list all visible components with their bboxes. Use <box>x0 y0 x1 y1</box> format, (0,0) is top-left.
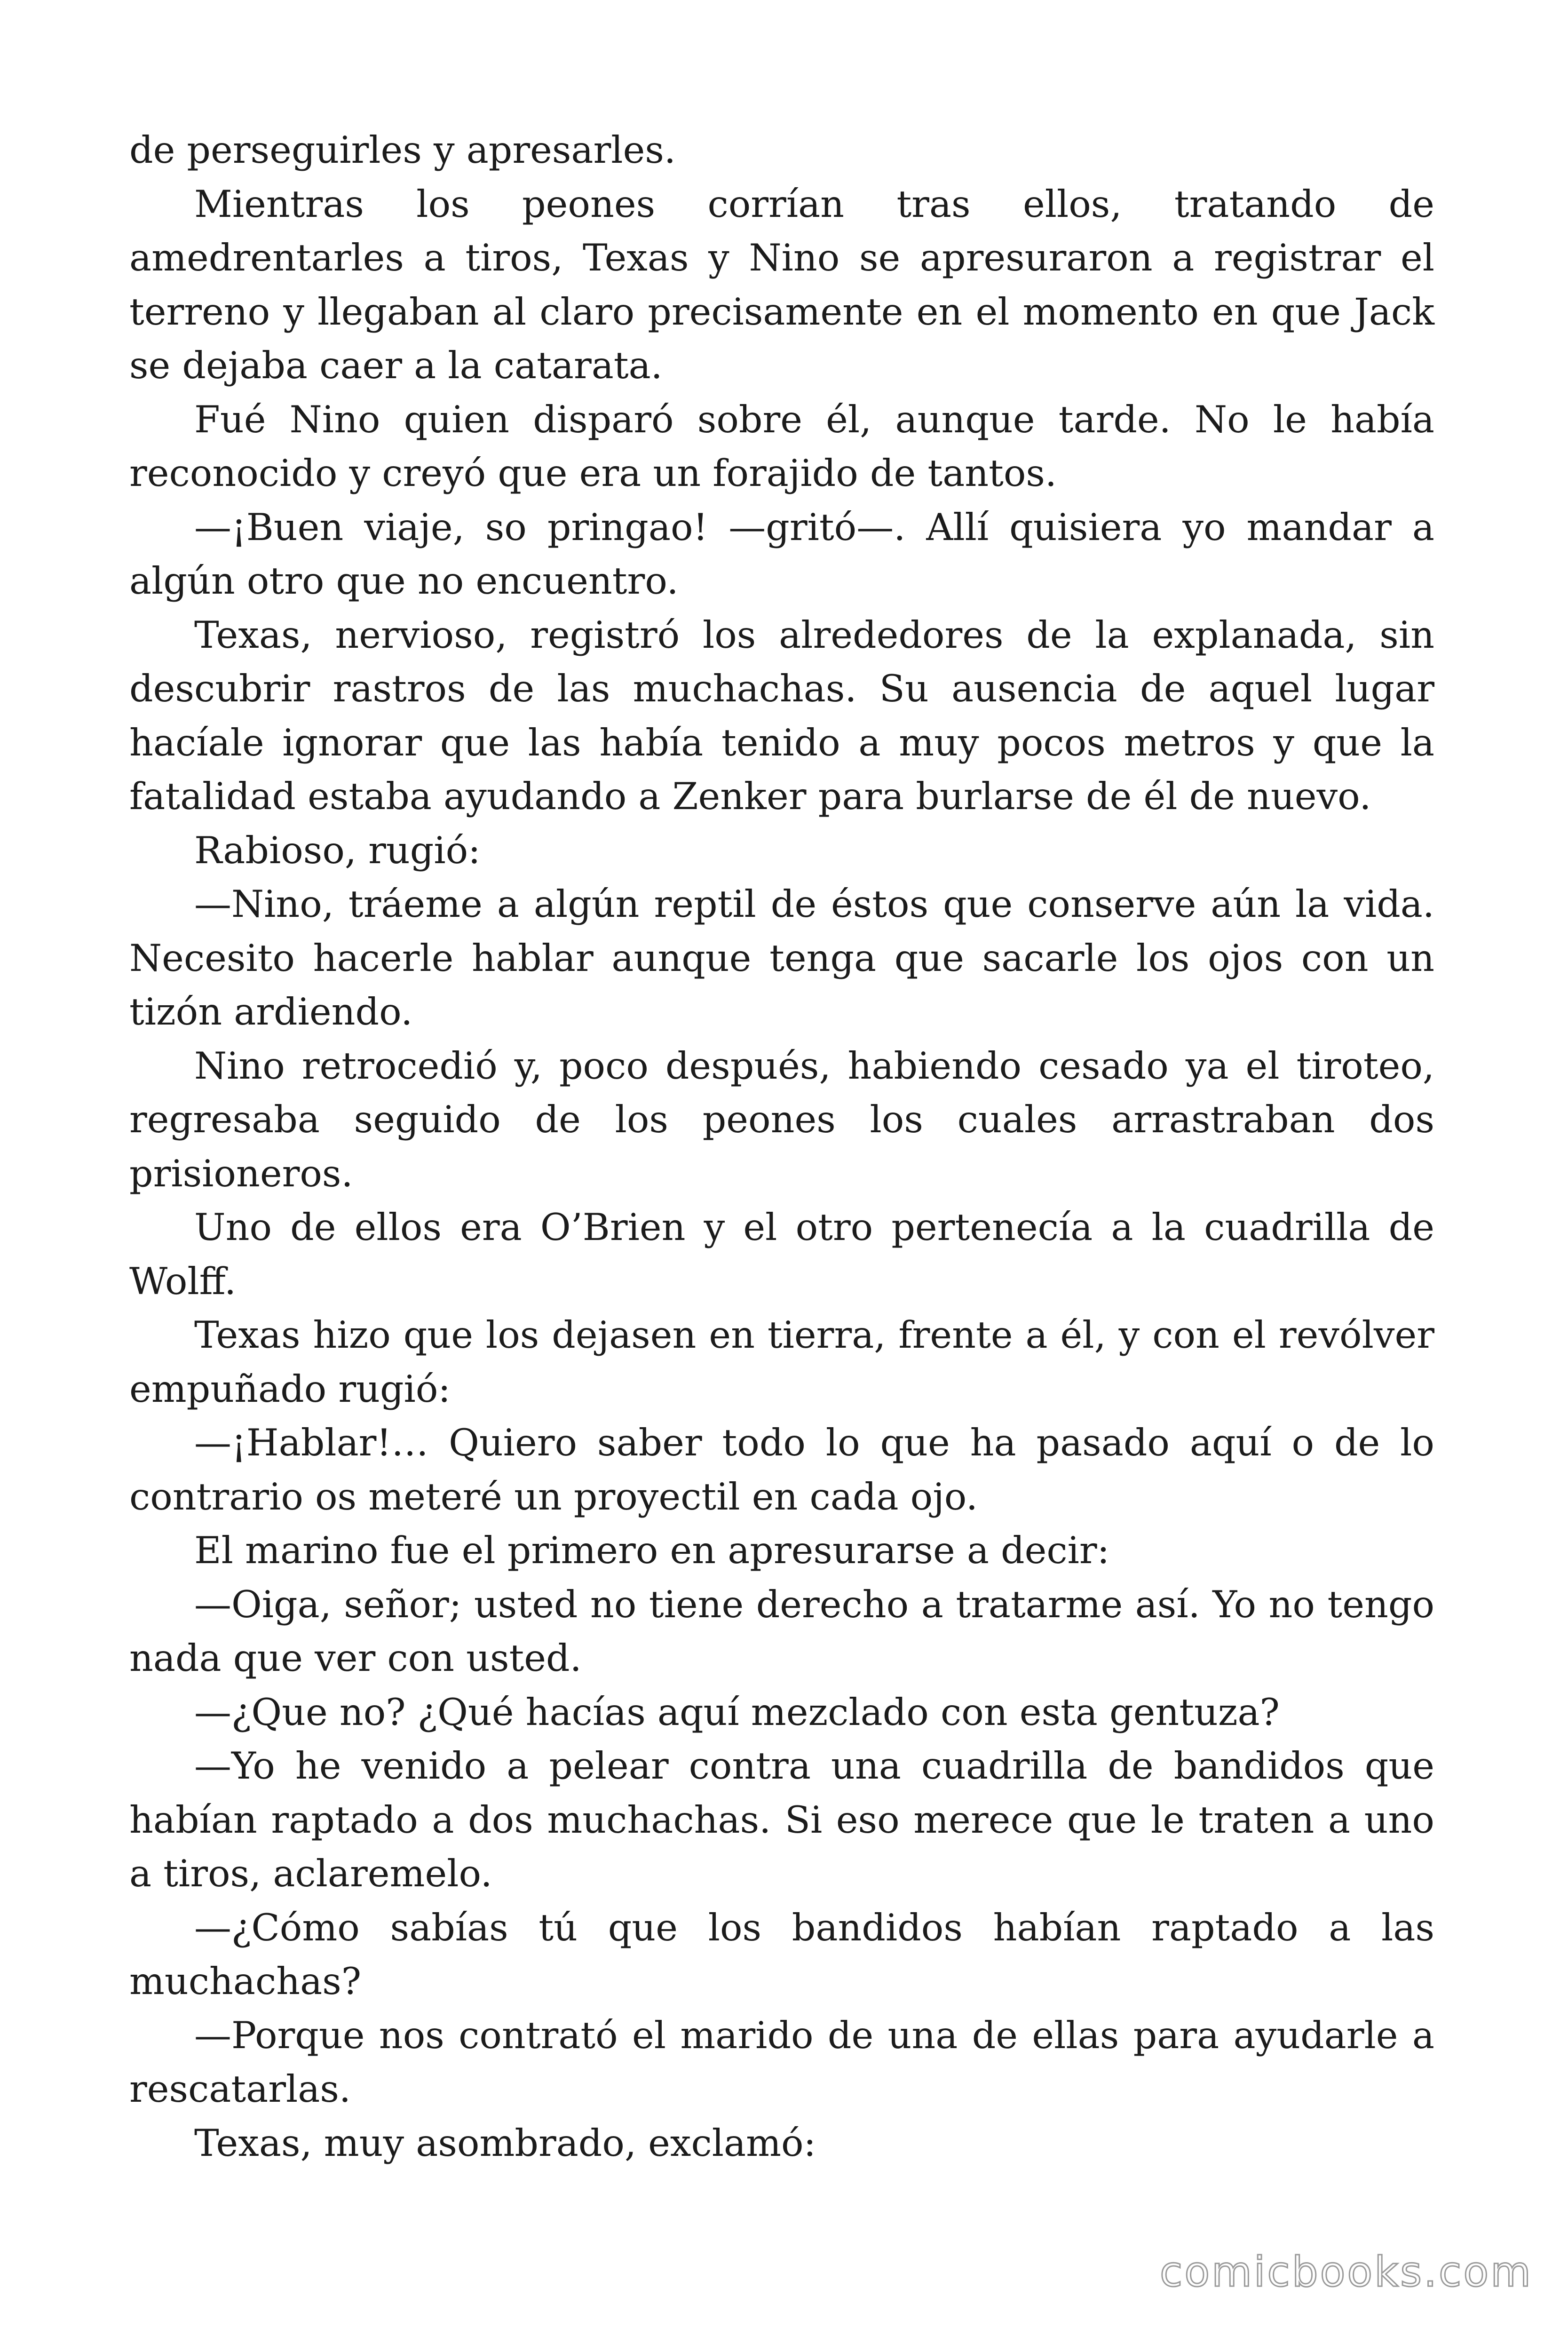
body-text <box>129 123 1434 2170</box>
paragraph: —Porque nos contrató el marido de una de ellas para ayudarle a rescatarlas. <box>129 2013 1434 2111</box>
paragraph: de perseguirles y apresarles. <box>129 128 676 172</box>
paragraph: —¿Cómo sabías tú que los bandidos habían raptado a las muchachas? <box>129 1906 1434 2003</box>
paragraph: Texas, muy asombrado, exclamó: <box>194 2121 816 2165</box>
paragraph: —Oiga, señor; usted no tiene derecho a tratarme así. Yo no tengo nada que ver con usted. <box>129 1582 1434 1680</box>
paragraph: Fué Nino quien disparó sobre él, aunque tarde. No le había reconocido y creyó que era un forajido de tantos. <box>129 397 1434 495</box>
paragraph: Texas, nervioso, registró los alrededores de la explanada, sin descubrir rastros de las muchachas. Su ausencia de aquel lugar hacíale ignorar que las había tenido a muy pocos metros y que la fatalidad estaba ayudando a Zenker para burlarse de él de nuevo. <box>129 613 1434 818</box>
paragraph: —Nino, tráeme a algún reptil de éstos que conserve aún la vida. Necesito hacerle hablar aunque tenga que sacarle los ojos con un tizón ardiendo. <box>129 882 1434 1033</box>
paragraph: —¡Hablar!… Quiero saber todo lo que ha pasado aquí o de lo contrario os meteré un proyectil en cada ojo. <box>129 1421 1434 1518</box>
paragraph: El marino fue el primero en apresurarse a decir: <box>194 1529 1110 1572</box>
paragraph: Mientras los peones corrían tras ellos, tratando de amedrentarles a tiros, Texas y Nino se apresuraron a registrar el terreno y llegaban al claro precisamente en el momento en que Jack se dejaba caer a la catarata. <box>129 182 1434 387</box>
watermark: comicbooks.com <box>1159 2248 1533 2296</box>
paragraph: —¡Buen viaje, so pringao! —gritó—. Allí quisiera yo mandar a algún otro que no encuentro. <box>129 505 1434 603</box>
paragraph: Nino retrocedió y, poco después, habiendo cesado ya el tiroteo, regresaba seguido de los peones los cuales arrastraban dos prisioneros. <box>129 1044 1434 1195</box>
paragraph: —Yo he venido a pelear contra una cuadrilla de bandidos que habían raptado a dos muchachas. Si eso merece que le traten a uno a tiros, aclaremelo. <box>129 1744 1434 1895</box>
paragraph: Texas hizo que los dejasen en tierra, frente a él, y con el revólver empuñado rugió: <box>129 1313 1434 1411</box>
paragraph: Rabioso, rugió: <box>194 828 481 872</box>
paragraph: Uno de ellos era O’Brien y el otro pertenecía a la cuadrilla de Wolff. <box>129 1206 1434 1303</box>
paragraph: —¿Que no? ¿Qué hacías aquí mezclado con esta gentuza? <box>194 1690 1280 1734</box>
